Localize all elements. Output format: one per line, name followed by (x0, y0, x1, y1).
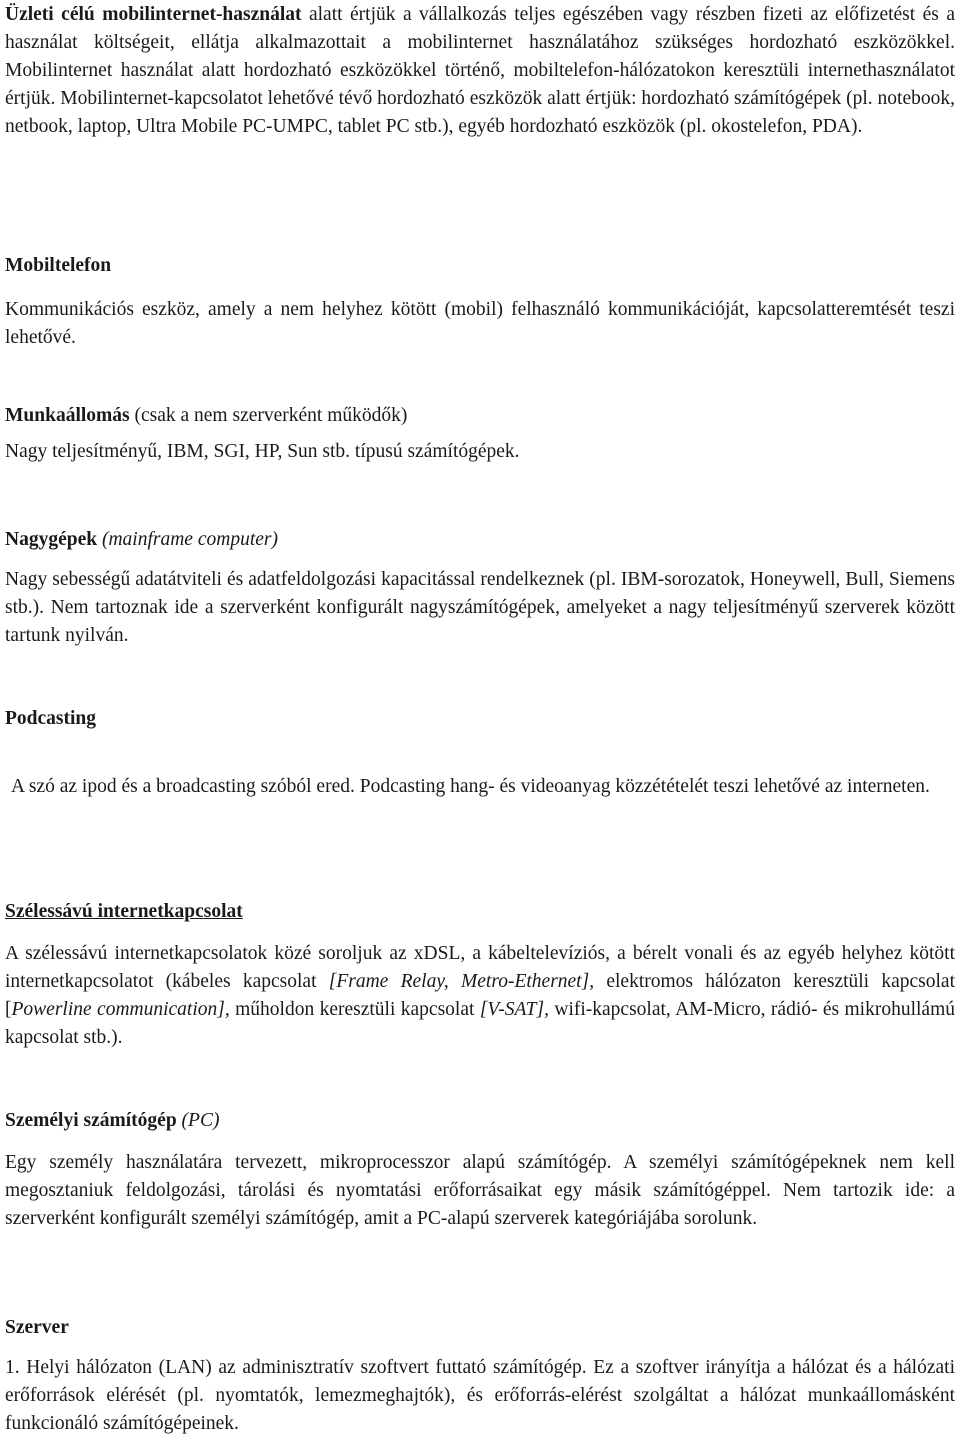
section-heading (5, 898, 955, 926)
section-heading: Podcasting (5, 708, 97, 729)
intro-term: Üzleti célú mobilinternet-használat (5, 4, 302, 25)
heading-term: Személyi számítógép (5, 1110, 177, 1131)
text-part: műholdon keresztüli kapcsolat (229, 999, 480, 1020)
section-text: Kommunikációs eszköz, amely a nem helyhez kötött (mobil) felhasználó kommunikációját, kapcsolatteremtését teszi lehetővé. (5, 299, 955, 348)
intro-text: alatt értjük a vállalkozás teljes egészében vagy részben fizeti az előfizetést és a használat költségeit, ellátja alkalmazottait a mobilinternet használatához szükséges hordozható eszközökkel. Mobilinternet használat alatt hordozható eszközökkel történő, mobiltelefon-hálózatokon keresztüli internethasználatot értjük. Mobilinternet-kapcsolatot lehetővé tévő hordozható eszközök alatt értjük: hordozható számítógépek (pl. notebook, netbook, laptop, Ultra Mobile PC-UMPC, tablet PC stb.), egyéb hordozható eszközök (pl. okostelefon, PDA). (5, 4, 955, 137)
section-szerver (5, 1314, 955, 1438)
section-text (5, 940, 955, 1052)
text-italic-part: [Frame Relay, Metro-Ethernet], (328, 971, 595, 992)
section-text: Egy személy használatára tervezett, mikroprocesszor alapú számítógép. A személyi számítógépeknek nem kell megosztaniuk feldolgozási, tárolási és nyomtatási erőforrásaikat egy másik számítógéppel. Nem tartozik ide: a szerverként konfigurált személyi számítógép, amit a PC-alapú szerverek kategóriájába sorolunk. (5, 1152, 955, 1229)
intro-paragraph (5, 1, 955, 141)
section-munkaallomas (5, 402, 955, 466)
section-text: Nagy sebességű adatátviteli és adatfeldolgozási kapacitással rendelkeznek (pl. IBM-sorozatok, Honeywell, Bull, Siemens stb.). Nem tartoznak ide a szerverként konfigurált nagyszámítógépek, amelyeket a nagy teljesítményű szerverek között tartunk nyilván. (5, 569, 955, 646)
section-szelessavu (5, 898, 955, 1052)
section-heading (5, 526, 955, 554)
heading-note: (PC) (176, 1110, 220, 1131)
section-text: 1. Helyi hálózaton (LAN) az adminisztratív szoftvert futtató számítógép. Ez a szoftver irányítja a hálózat és a hálózati erőforrások elérését (pl. nyomtatók, lemezmeghajtók), és erőforrás-elérést szolgáltat a hálózat munkaállomásként funkcionáló számítógépeinek. (5, 1357, 955, 1434)
text-italic-part: [V-SAT], (479, 999, 549, 1020)
heading-term: Szélessávú internetkapcsolat (5, 901, 243, 922)
heading-note: (mainframe computer) (101, 529, 278, 550)
text-part: elektromos hálózaton keresztüli kapcsolat [ (5, 971, 955, 1020)
section-nagygepek (5, 526, 955, 650)
section-szemelyi (5, 1107, 955, 1233)
section-mobiltelefon (5, 252, 955, 352)
section-heading: Mobiltelefon (5, 255, 112, 276)
heading-term: Nagygépek (5, 529, 98, 550)
text-part: A szélessávú internetkapcsolatok közé soroljuk az xDSL, a kábeltelevíziós, a bérelt vonali és az egyéb helyhez kötött internetkapcsolatot (kábeles kapcsolat (5, 943, 955, 992)
text-part: wifi-kapcsolat, AM-Micro, rádió- és mikrohullámú kapcsolat stb.). (5, 999, 955, 1048)
heading-term: Munkaállomás (5, 405, 130, 426)
section-text: A szó az ipod és a broadcasting szóból ered. Podcasting hang- és videoanyag közzétételét teszi lehetővé az interneten. (11, 776, 930, 797)
text-italic-part: Powerline communication], (11, 999, 230, 1020)
section-podcasting (5, 705, 955, 801)
heading-note: (csak a nem szerverként működők) (129, 405, 408, 426)
section-heading (5, 1107, 955, 1135)
section-heading (5, 402, 955, 430)
section-text: Nagy teljesítményű, IBM, SGI, HP, Sun stb. típusú számítógépek. (5, 441, 520, 462)
section-heading: Szerver (5, 1317, 69, 1338)
